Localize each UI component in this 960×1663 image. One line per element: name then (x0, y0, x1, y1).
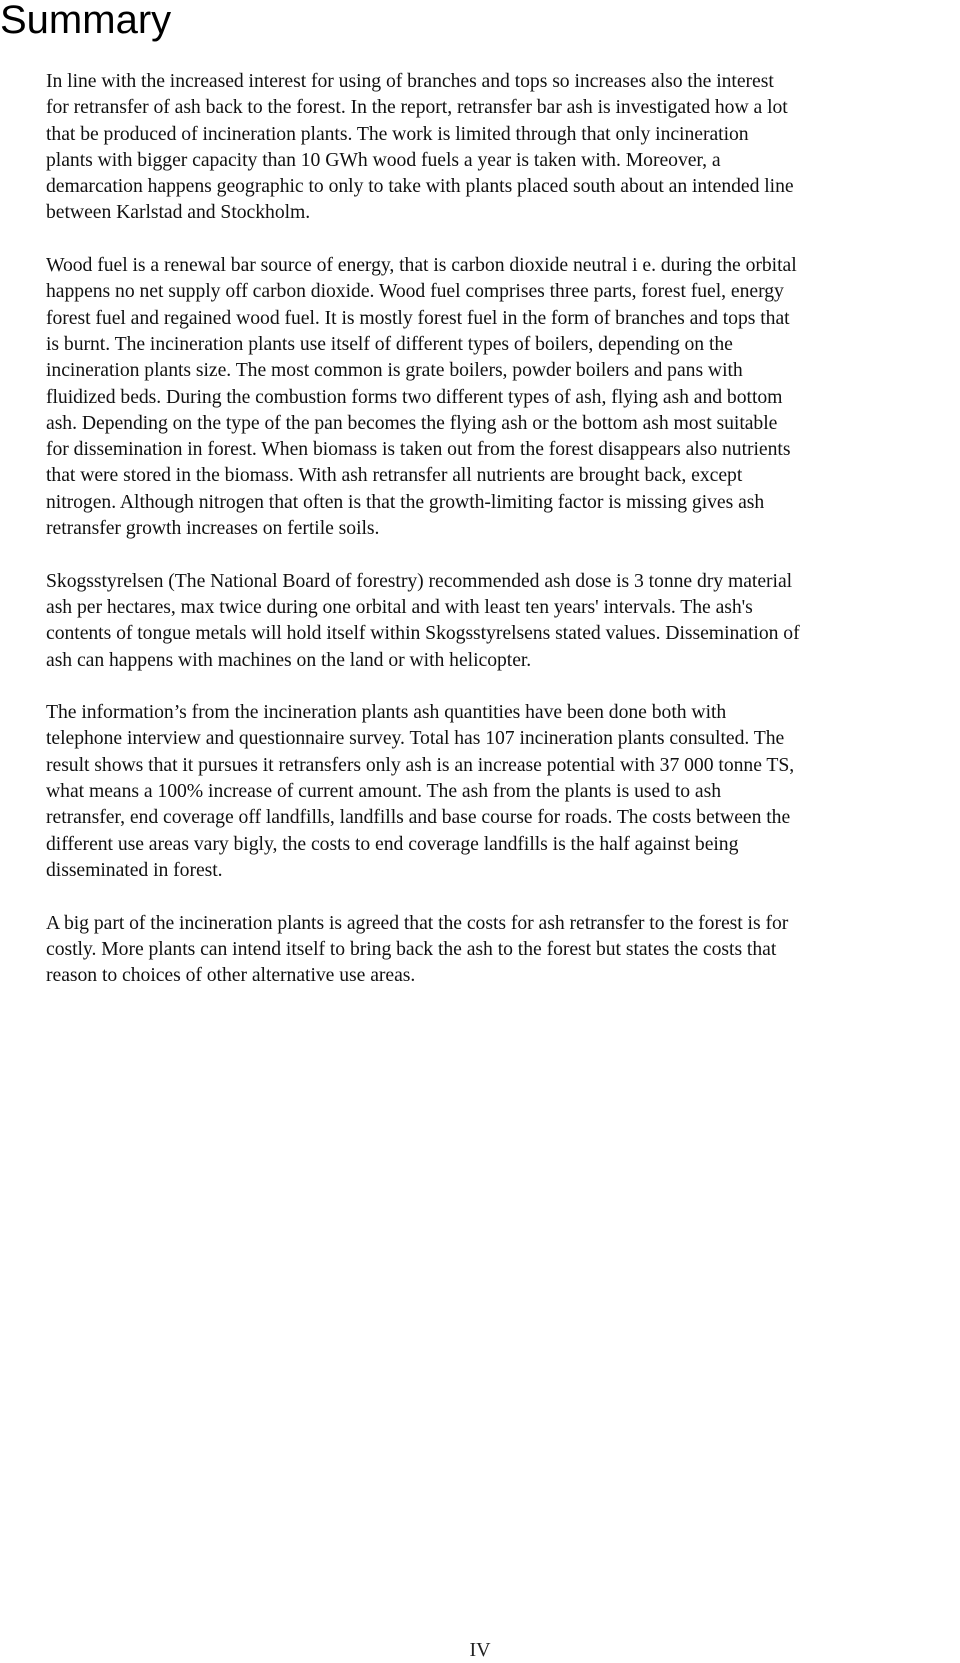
text-line: In line with the increased interest for using of branches and tops so increases also the interest (46, 70, 774, 92)
text-line: costly. More plants can intend itself to bring back the ash to the forest but states the costs that (46, 937, 777, 960)
text-line: ash per hectares, max twice during one orbital and with least ten years' intervals. The ash's (46, 595, 753, 618)
text-line: what means a 100% increase of current amount. The ash from the plants is used to ash (46, 780, 722, 803)
text-line: ash. Depending on the type of the pan becomes the flying ash or the bottom ash most suitable (46, 411, 778, 434)
text-line: telephone interview and questionnaire survey. Total has 107 incineration plants consulted. The (46, 727, 785, 750)
text-line: The information’s from the incineration plants ash quantities have been done both with (46, 701, 727, 724)
paragraph-conclusion (46, 910, 960, 989)
text-line: A big part of the incineration plants is agreed that the costs for ash retransfer to the forest is for (46, 911, 789, 934)
text-line: for dissemination in forest. When biomass is taken out from the forest disappears also nutrients (46, 438, 791, 461)
text-line: disseminated in forest. (46, 858, 223, 881)
text-line: contents of tongue metals will hold itself within Skogsstyrelsens stated values. Dissemination of (46, 622, 800, 645)
page-number: IV (469, 1639, 491, 1661)
page-title: Summary (0, 0, 172, 42)
text-line: happens no net supply off carbon dioxide. Wood fuel comprises three parts, forest fuel, energy (46, 280, 784, 303)
text-line: that be produced of incineration plants. The work is limited through that only incineration (46, 122, 749, 145)
summary-body (46, 68, 960, 1015)
text-line: demarcation happens geographic to only to take with plants placed south about an intended line (46, 175, 794, 198)
text-line: Skogsstyrelsen (The National Board of forestry) recommended ash dose is 3 tonne dry material (46, 569, 793, 592)
text-line: is burnt. The incineration plants use itself of different types of boilers, depending on the (46, 332, 733, 355)
text-line: retransfer growth increases on fertile soils. (46, 517, 380, 540)
paragraph-survey-results (46, 699, 960, 883)
text-line: for retransfer of ash back to the forest. In the report, retransfer bar ash is investigated how a lot (46, 96, 788, 119)
text-line: Wood fuel is a renewal bar source of energy, that is carbon dioxide neutral i e. during the orbital (46, 254, 797, 277)
text-line: retransfer, end coverage off landfills, landfills and base course for roads. The costs between the (46, 806, 791, 829)
text-line: nitrogen. Although nitrogen that often is that the growth-limiting factor is missing gives ash (46, 490, 765, 513)
paragraph-recommendations (46, 568, 960, 673)
text-line: plants with bigger capacity than 10 GWh wood fuels a year is taken with. Moreover, a (46, 148, 721, 171)
text-line: forest fuel and regained wood fuel. It is mostly forest fuel in the form of branches and tops that (46, 306, 790, 329)
text-line: ash can happens with machines on the land or with helicopter. (46, 648, 532, 671)
text-line: incineration plants size. The most common is grate boilers, powder boilers and pans with (46, 359, 743, 382)
text-line: reason to choices of other alternative use areas. (46, 964, 416, 987)
text-line: result shows that it pursues it retransfers only ash is an increase potential with 37 000 tonne TS, (46, 753, 795, 776)
text-line: that were stored in the biomass. With ash retransfer all nutrients are brought back, except (46, 464, 743, 487)
text-line: different use areas vary bigly, the costs to end coverage landfills is the half against being (46, 832, 739, 855)
text-line: fluidized beds. During the combustion forms two different types of ash, flying ash and bottom (46, 385, 783, 408)
paragraph-wood-fuel (46, 252, 960, 541)
paragraph-scope (46, 68, 960, 226)
text-line: between Karlstad and Stockholm. (46, 201, 311, 224)
